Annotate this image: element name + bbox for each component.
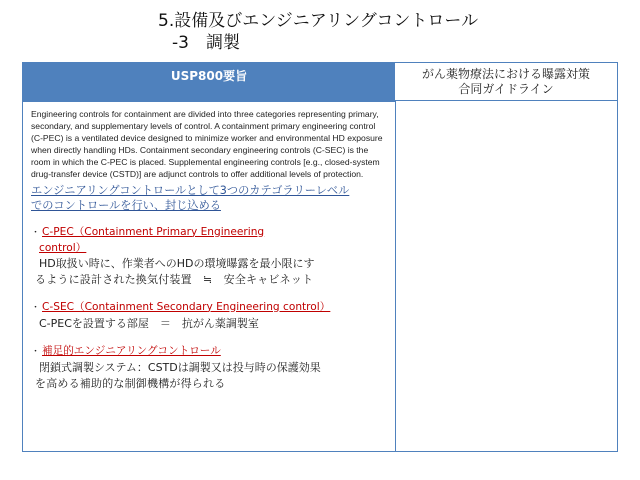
comparison-table <box>22 62 618 452</box>
bullet-mark: ・ <box>31 227 41 238</box>
slide-title <box>158 10 478 54</box>
usp800-header: USP800要旨 <box>23 63 395 101</box>
english-excerpt: Engineering controls for containment are divided into three categories representing primary, secondary, and supplementary levels of control. A containment primary engineering control (C-PEC) is a ventilated device designed to minimize worker and environmental HD exposure when directly handling HDs. Containment secondary engineering controls (C-SEC) is the room in which the C-PEC is placed. Supplemental engineering controls [e.g., closed-system drug-transfer device (CSTD)] are adjunct controls to offer additional levels of protection. <box>31 109 383 180</box>
csec-section <box>31 300 389 332</box>
cpec-desc-line-2: るように設計された換気付装置 ≒ 安全キャビネット <box>35 272 314 286</box>
title-line-1: 5.設備及びエンジニアリングコントロール <box>158 11 479 31</box>
usp800-column <box>23 63 396 451</box>
supp-term <box>31 344 389 360</box>
csec-term-text: C-SEC（Containment Secondary Engineering control） <box>42 300 331 313</box>
supp-section <box>31 344 389 392</box>
csec-desc: C-PECを設置する部屋 ＝ 抗がん薬調製室 <box>39 316 259 330</box>
usp800-body <box>23 102 395 392</box>
guideline-header <box>395 63 617 101</box>
csec-term <box>31 300 389 316</box>
bullet-mark: ・ <box>31 346 41 357</box>
guideline-header-line-2: 合同ガイドライン <box>458 82 554 96</box>
cpec-term-line-2: control） <box>39 241 87 254</box>
summary-text <box>31 183 389 213</box>
supp-desc-line-2: を高める補助的な制御機構が得られる <box>35 376 226 390</box>
summary-line-1: エンジニアリングコントロールとして3つのカテゴラリーレベル <box>31 183 350 197</box>
bullet-mark: ・ <box>31 302 41 313</box>
guideline-header-line-1: がん薬物療法における曝露対策 <box>421 67 590 81</box>
cpec-desc-line-1: HD取扱い時に、作業者へのHDの環境曝露を最小限にす <box>39 256 315 270</box>
summary-line-2: でのコントロールを行い、封じ込める <box>31 198 221 212</box>
cpec-term <box>31 225 389 241</box>
cpec-term-cont <box>31 241 389 256</box>
cpec-term-line-1: C-PEC（Containment Primary Engineering <box>42 225 265 238</box>
cpec-section <box>31 225 389 288</box>
supp-term-text: 補足的エンジニアリングコントロール <box>42 344 221 357</box>
title-line-2: -3 調製 <box>172 33 240 53</box>
guideline-column <box>395 63 617 451</box>
supp-desc-line-1: 閉鎖式調製システム：CSTDは調製又は投与時の保護効果 <box>39 360 321 374</box>
